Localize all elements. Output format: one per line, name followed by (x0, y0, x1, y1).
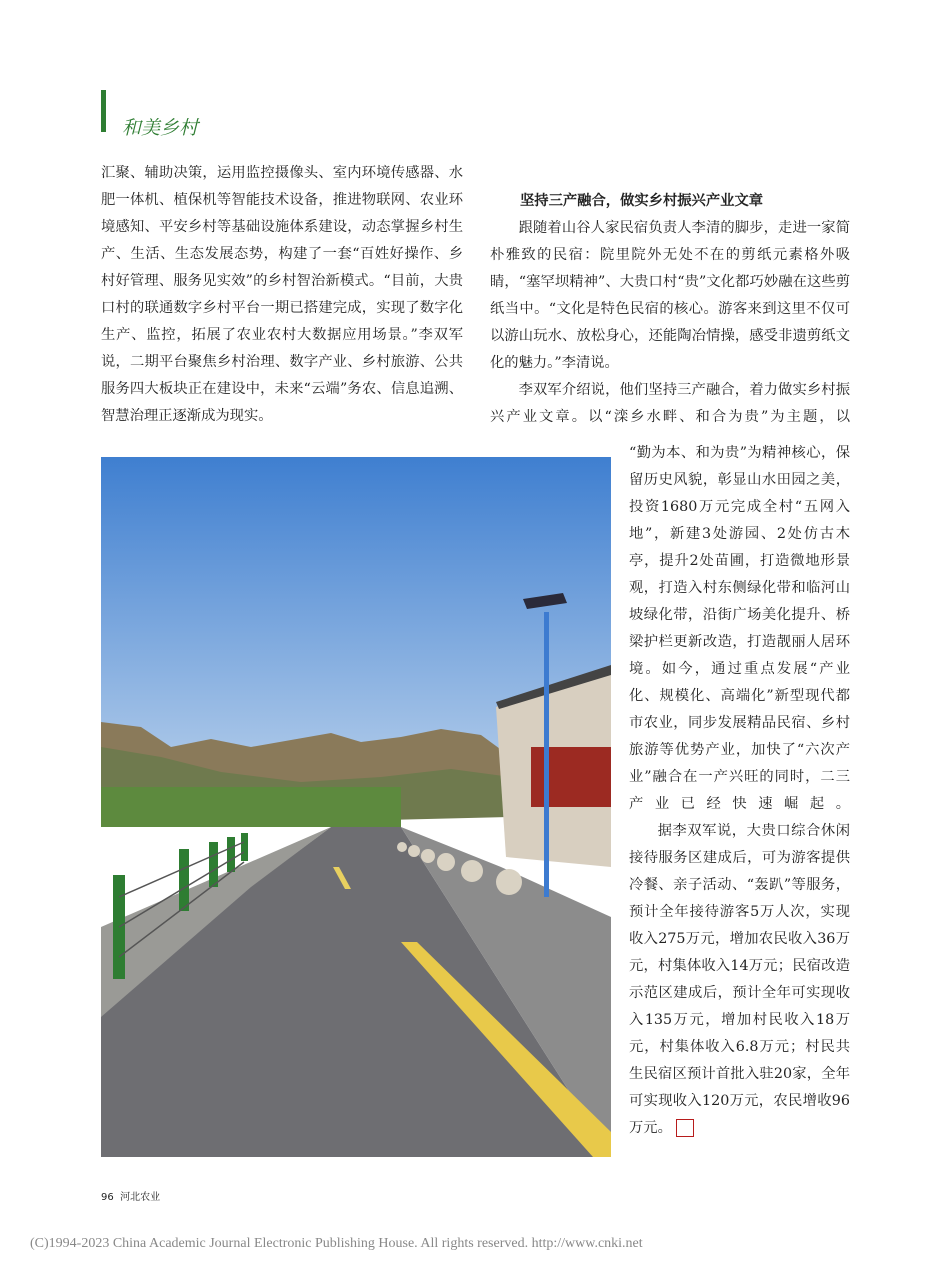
paragraph: 跟随着山谷人家民宿负责人李清的脚步，走进一家简朴雅致的民宿：院里院外无处不在的剪纸元素格外吸睛，“塞罕坝精神”、大贵口村“贵”文化都巧妙融在这些剪纸当中。“文化是特色民宿的核心。游客来到这里不仅可以游山玩水、放松身心，还能陶冶情操，感受非遗剪纸文化的魅力。”李清说。 (490, 220, 850, 371)
photo-illustration (101, 457, 611, 1157)
body-column-1: 汇聚、辅助决策，运用监控摄像头、室内环境传感器、水肥一体机、植保机等智能技术设备，推进物联网、农业环境感知、平安乡村等基础设施体系建设，动态掌握乡村生产、生活、生态发展态势，构建了一套“百姓好操作、乡村好管理、服务见实效”的乡村智治新模式。“目前，大贵口村的联通数字乡村平台一期已搭建完成，实现了数字化生产、监控，拓展了农业农村大数据应用场景。”李双军说，二期平台聚焦乡村治理、数字产业、乡村旅游、公共服务四大板块正在建设中，未来“云端”务农、信息追溯、智慧治理正逐渐成为现实。 (101, 165, 463, 424)
paragraph: 李双军介绍说，他们坚持三产融合，着力做实乡村振兴产业文章。以“滦乡水畔、和合为贵”为主题，以 (490, 382, 850, 425)
paragraph (629, 818, 850, 1142)
paragraph: “勤为本、和为贵”为精神核心，保留历史风貌，彰显山水田园之美，投资1680万元完成全村“五网入地”，新建3处游园、2处仿古木亭，提升2处苗圃，打造微地形景观，打造入村东侧绿化带和临河山坡绿化带，沿街广场美化提升、桥梁护栏更新改造，打造靓丽人居环境。如今，通过重点发展“产业化、规模化、高端化”新型现代都市农业，同步发展精品民宿、乡村旅游等优势产业，加快了“六次产业”融合在一产兴旺的同时，二三产业已经快速崛起。 (629, 445, 850, 812)
copyright-notice: (C)1994-2023 China Academic Journal Electronic Publishing House. All rights reserved. http://www.cnki.net (30, 1236, 643, 1251)
body-column-3 (629, 440, 850, 1142)
village-road-photo (101, 457, 611, 1157)
page-number: 96 (101, 1192, 114, 1203)
paragraph-text: 据李双军说，大贵口综合休闲接待服务区建成后，可为游客提供冷餐、亲子活动、“轰趴”等服务，预计全年接待游客5万人次，实现收入275万元，增加农民收入36万元，村集体收入14万元；民宿改造示范区建成后，预计全年可实现收入135万元，增加村民收入18万元，村集体收入6.8万元；村民共生民宿区预计首批入驻20家，全年可实现收入120万元，农民增收96万元。 (629, 823, 850, 1136)
body-column-2 (490, 215, 850, 431)
section-title: 和美乡村 (122, 117, 199, 139)
journal-name: 河北农业 (120, 1192, 161, 1203)
section-accent-bar (101, 90, 106, 132)
page-footer (101, 1188, 160, 1203)
end-mark-icon (676, 1119, 694, 1137)
subheading: 坚持三产融合，做实乡村振兴产业文章 (520, 193, 764, 209)
